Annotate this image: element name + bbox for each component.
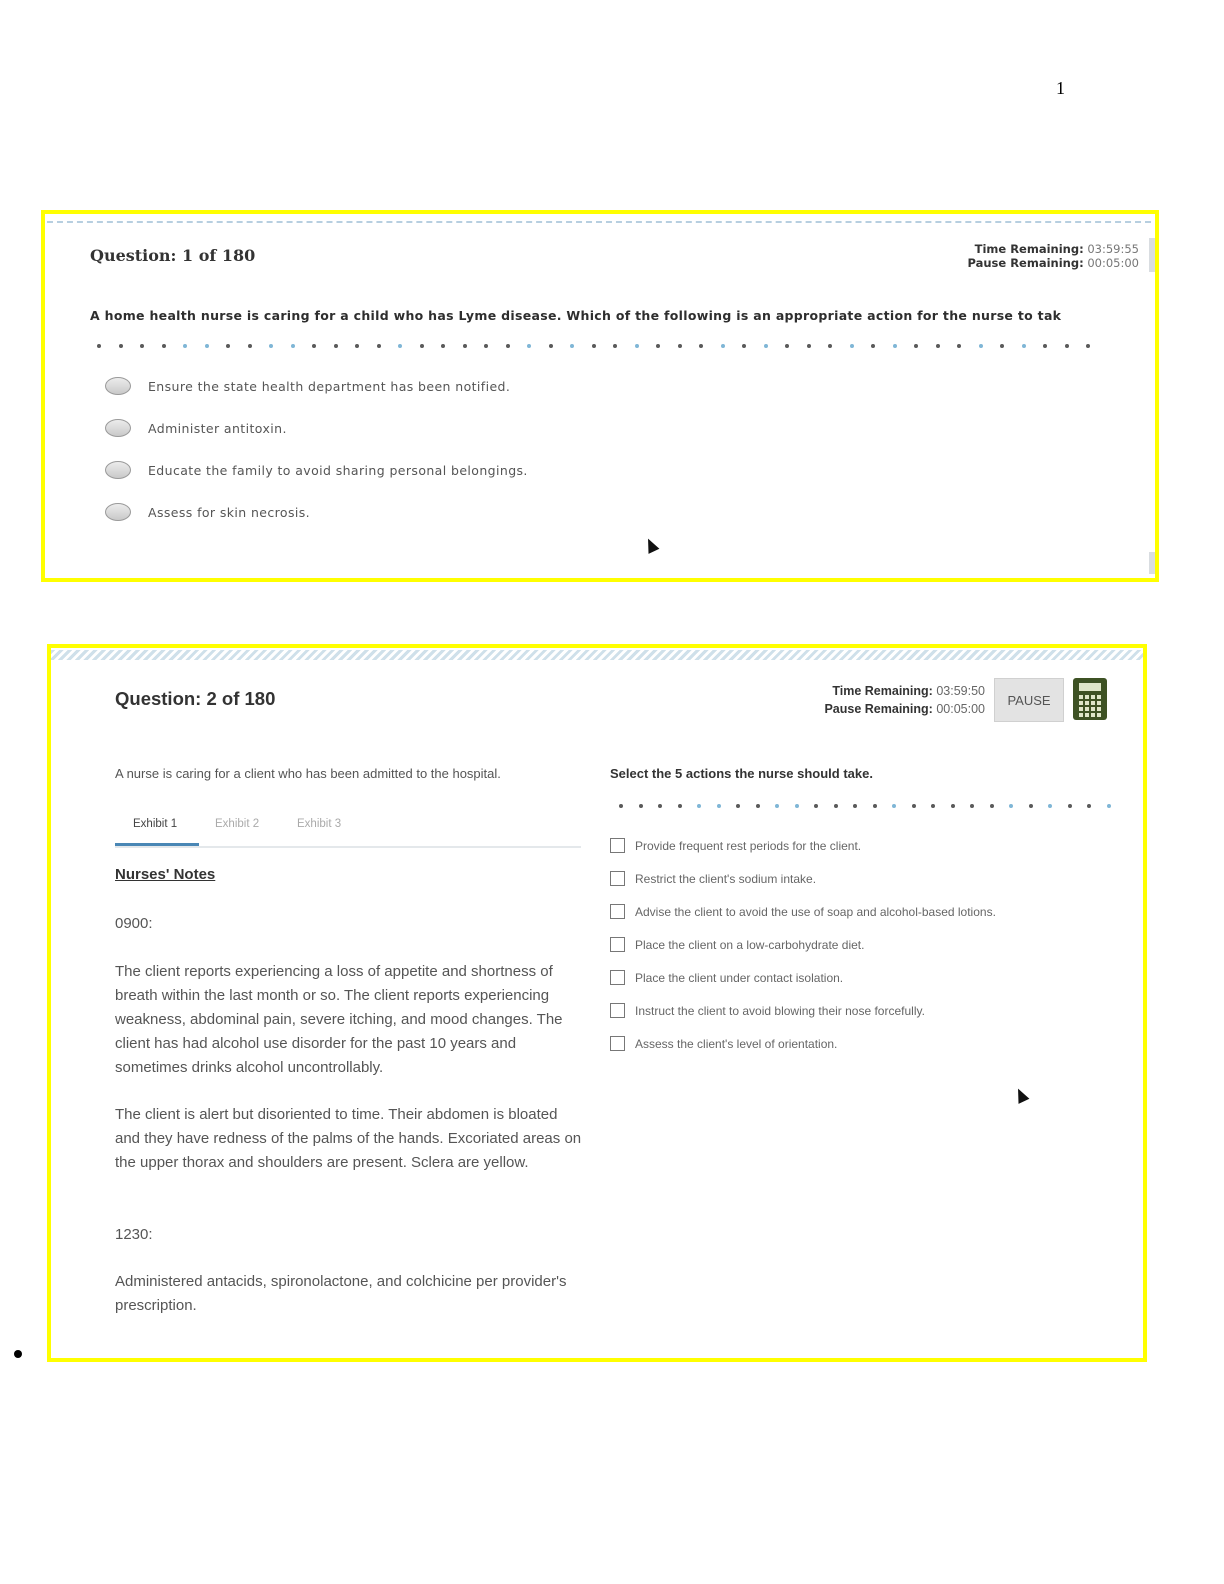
divider-dot: [873, 804, 877, 808]
divider-dot: [814, 804, 818, 808]
divider-dot: [1107, 804, 1111, 808]
pause-button[interactable]: PAUSE: [994, 678, 1064, 722]
divider-dot: [931, 804, 935, 808]
divider-dot: [226, 344, 230, 348]
answer-option-label: Advise the client to avoid the use of soap and alcohol-based lotions.: [635, 904, 996, 919]
divider-dot: [979, 344, 983, 348]
divider-dot: [97, 344, 101, 348]
exhibit-tabs: [115, 812, 581, 848]
divider-dot: [658, 804, 662, 808]
divider-dot: [914, 344, 918, 348]
answer-option[interactable]: [105, 377, 510, 395]
divider-dot: [377, 344, 381, 348]
tab-exhibit-2[interactable]: Exhibit 2: [215, 818, 260, 830]
checkbox[interactable]: [610, 904, 625, 919]
timer: [771, 682, 985, 718]
divider-dot: [291, 344, 295, 348]
divider-dot: [1009, 804, 1013, 808]
divider-dot: [140, 344, 144, 348]
answer-option[interactable]: [610, 970, 843, 985]
mouse-cursor-icon: [1013, 1086, 1030, 1104]
answer-option[interactable]: [610, 1003, 925, 1018]
divider-dot: [678, 804, 682, 808]
scenario-text: A nurse is caring for a client who has been admitted to the hospital.: [115, 766, 501, 781]
tab-exhibit-3[interactable]: Exhibit 3: [297, 818, 342, 830]
divider-dot: [1086, 344, 1090, 348]
answer-option-label: Instruct the client to avoid blowing their nose forcefully.: [635, 1003, 925, 1018]
divider-dot: [549, 344, 553, 348]
answer-option[interactable]: [105, 461, 528, 479]
answer-option-label: Administer antitoxin.: [148, 420, 287, 436]
divider-dot: [334, 344, 338, 348]
divider-dot: [1000, 344, 1004, 348]
divider-dot: [697, 804, 701, 808]
checkbox[interactable]: [610, 937, 625, 952]
divider-dot: [1029, 804, 1033, 808]
divider-dot: [736, 804, 740, 808]
divider-dot: [1048, 804, 1052, 808]
pause-remaining-value: 00:05:00: [936, 702, 985, 716]
divider-dot: [506, 344, 510, 348]
divider-dot: [619, 804, 623, 808]
answer-option[interactable]: [105, 419, 287, 437]
scrollbar-thumb-bottom[interactable]: [1149, 552, 1155, 574]
divider-dot: [699, 344, 703, 348]
notes-title: Nurses' Notes: [115, 866, 216, 883]
answer-option-label: Place the client under contact isolation.: [635, 970, 844, 985]
divider-dot: [742, 344, 746, 348]
answer-option[interactable]: [610, 904, 996, 919]
divider-dot: [795, 804, 799, 808]
divider-dot: [183, 344, 187, 348]
divider-dot: [990, 804, 994, 808]
divider-dot: [853, 804, 857, 808]
divider-dot: [834, 804, 838, 808]
divider-dot: [785, 344, 789, 348]
divider-dot: [420, 344, 424, 348]
divider-dot: [248, 344, 252, 348]
select-instruction: Select the 5 actions the nurse should take.: [610, 766, 873, 781]
question-number: Question: 1 of 180: [90, 246, 256, 265]
divider-dot: [656, 344, 660, 348]
answer-option-label: Assess for skin necrosis.: [148, 504, 311, 520]
divider-dot: [162, 344, 166, 348]
top-divider: [47, 221, 1151, 223]
divider-dot: [312, 344, 316, 348]
time-remaining-value: 03:59:50: [936, 684, 985, 698]
divider-dot: [893, 344, 897, 348]
divider-dot: [1065, 344, 1069, 348]
answer-option-label: Provide frequent rest periods for the client.: [635, 838, 862, 853]
divider-dot: [570, 344, 574, 348]
divider-dot: [721, 344, 725, 348]
active-tab-indicator: [115, 843, 199, 846]
note-paragraph: The client reports experiencing a loss of appetite and shortness of breath within the last month or so. The client reports experiencing weakness, abdominal pain, severe itching, and mood changes. The client has had alcohol use disorder for the past 10 years and sometimes drinks alcohol uncontrollably.: [115, 963, 563, 1076]
dotted-divider: [619, 804, 1109, 810]
note-paragraph: The client is alert but disoriented to time. Their abdomen is bloated and they have redness of the palms of the hands. Excoriated areas on the upper thorax and shoulders are present. Sclera are yellow.: [115, 1106, 582, 1171]
question-1-panel: [41, 210, 1159, 582]
radio-button[interactable]: [105, 503, 131, 521]
dotted-divider: [97, 344, 1155, 350]
answer-option-label: Restrict the client's sodium intake.: [635, 871, 817, 886]
tab-exhibit-1[interactable]: Exhibit 1: [133, 818, 178, 830]
scrollbar-thumb[interactable]: [1149, 238, 1155, 272]
radio-button[interactable]: [105, 419, 131, 437]
answer-option[interactable]: [610, 871, 816, 886]
divider-dot: [850, 344, 854, 348]
checkbox[interactable]: [610, 970, 625, 985]
answer-option-label: Assess the client's level of orientation.: [635, 1036, 838, 1051]
divider-dot: [635, 344, 639, 348]
answer-option-label: Place the client on a low-carbohydrate diet.: [635, 937, 865, 952]
divider-dot: [269, 344, 273, 348]
divider-dot: [912, 804, 916, 808]
note-time: 0900:: [115, 915, 153, 932]
divider-dot: [764, 344, 768, 348]
time-remaining-label: Time Remaining:: [832, 684, 933, 698]
checkbox[interactable]: [610, 1036, 625, 1051]
pause-remaining-value: 00:05:00: [1087, 256, 1139, 270]
timer: [967, 242, 1139, 270]
list-bullet: [14, 1350, 22, 1358]
divider-dot: [639, 804, 643, 808]
question-number: Question: 2 of 180: [115, 688, 276, 709]
divider-dot: [1022, 344, 1026, 348]
divider-dot: [398, 344, 402, 348]
question-2-panel: [47, 644, 1147, 1362]
divider-dot: [828, 344, 832, 348]
radio-button[interactable]: [105, 377, 131, 395]
answer-option[interactable]: [610, 838, 861, 853]
answer-option[interactable]: [610, 1036, 837, 1051]
divider-dot: [484, 344, 488, 348]
divider-dot: [527, 344, 531, 348]
divider-dot: [892, 804, 896, 808]
divider-dot: [957, 344, 961, 348]
divider-dot: [807, 344, 811, 348]
divider-dot: [441, 344, 445, 348]
top-banner: [51, 650, 1143, 660]
divider-dot: [756, 804, 760, 808]
mouse-cursor-icon: [643, 536, 660, 554]
divider-dot: [613, 344, 617, 348]
divider-dot: [1087, 804, 1091, 808]
answer-option[interactable]: [105, 503, 310, 521]
time-remaining-value: 03:59:55: [1087, 242, 1139, 256]
divider-dot: [970, 804, 974, 808]
time-remaining-label: Time Remaining:: [974, 242, 1084, 256]
divider-dot: [936, 344, 940, 348]
checkbox[interactable]: [610, 838, 625, 853]
divider-dot: [678, 344, 682, 348]
radio-button[interactable]: [105, 461, 131, 479]
checkbox[interactable]: [610, 1003, 625, 1018]
answer-option[interactable]: [610, 937, 864, 952]
divider-dot: [592, 344, 596, 348]
divider-dot: [355, 344, 359, 348]
divider-dot: [871, 344, 875, 348]
divider-dot: [205, 344, 209, 348]
divider-dot: [951, 804, 955, 808]
divider-dot: [775, 804, 779, 808]
divider-dot: [717, 804, 721, 808]
divider-dot: [463, 344, 467, 348]
question-stem: A home health nurse is caring for a child who has Lyme disease. Which of the following is an appropriate action for the nurse to tak: [90, 308, 1062, 323]
pause-remaining-label: Pause Remaining:: [824, 702, 933, 716]
note-paragraph: Administered antacids, spironolactone, and colchicine per provider's prescription.: [115, 1273, 567, 1314]
answer-option-label: Educate the family to avoid sharing personal belongings.: [148, 462, 528, 478]
checkbox[interactable]: [610, 871, 625, 886]
note-time: 1230:: [115, 1226, 153, 1243]
calculator-icon[interactable]: [1073, 678, 1107, 720]
page-number: 1: [1056, 78, 1065, 98]
divider-dot: [119, 344, 123, 348]
pause-remaining-label: Pause Remaining:: [967, 256, 1084, 270]
answer-option-label: Ensure the state health department has been notified.: [148, 378, 511, 394]
divider-dot: [1043, 344, 1047, 348]
divider-dot: [1068, 804, 1072, 808]
